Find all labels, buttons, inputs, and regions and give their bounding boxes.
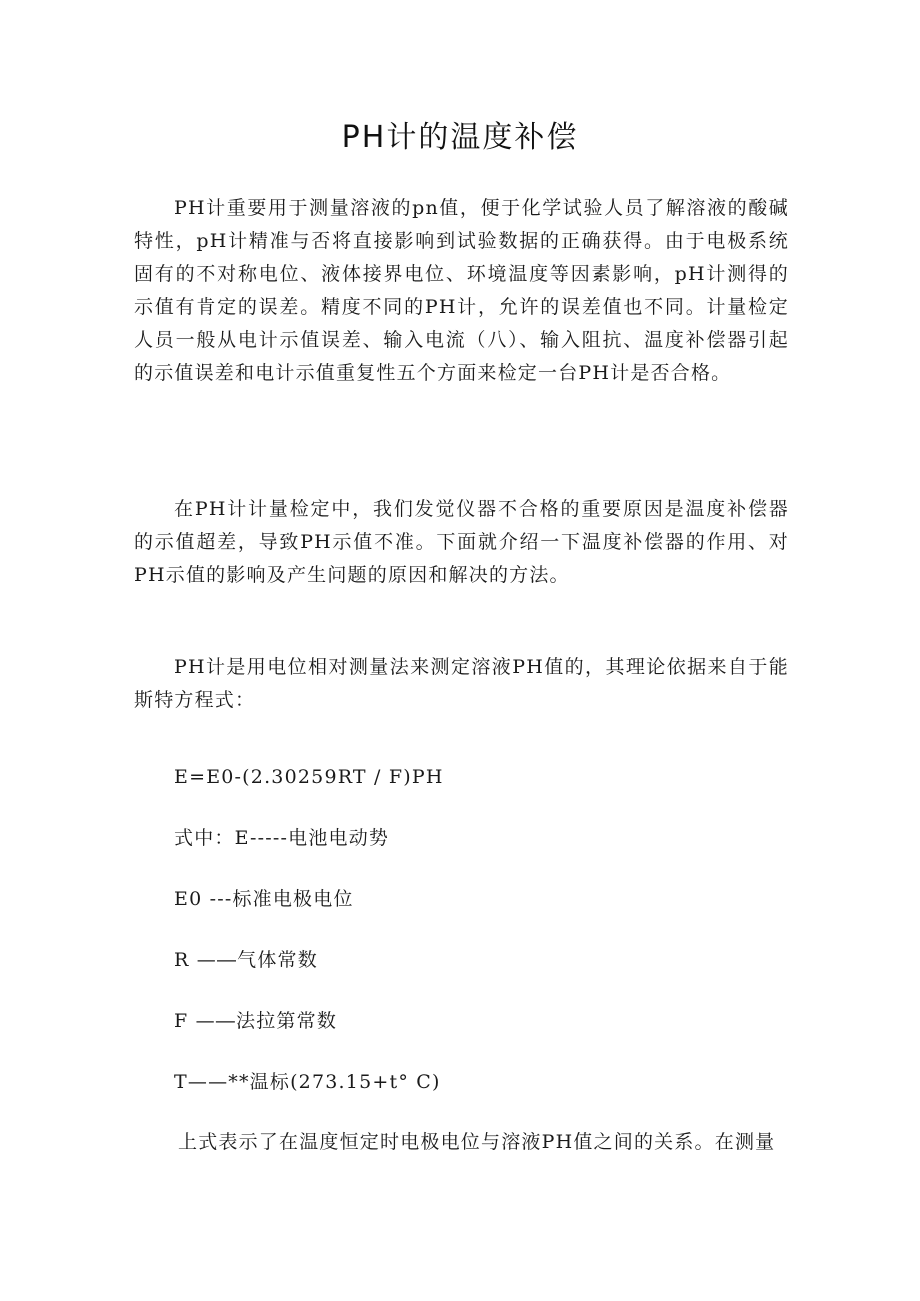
paragraph-principle: PH计是用电位相对测量法来测定溶液PH值的，其理论依据来自于能斯特方程式： bbox=[134, 656, 789, 711]
paragraph-relation: 上式表示了在温度恒定时电极电位与溶液PH值之间的关系。在测量 bbox=[178, 1131, 776, 1153]
nernst-equation: E=E0-(2.30259RT / F)PH bbox=[174, 766, 444, 788]
definition-e: 式中：E-----电池电动势 bbox=[174, 827, 390, 849]
definition-e0: E0 ---标准电极电位 bbox=[174, 888, 354, 910]
paragraph-calibration: 在PH计计量检定中，我们发觉仪器不合格的重要原因是温度补偿器的示值超差，导致PH示值不准。下面就介绍一下温度补偿器的作用、对PH示值的影响及产生问题的原因和解决的方法。 bbox=[134, 498, 789, 586]
definition-t: T——**温标(273.15+t° C) bbox=[174, 1071, 441, 1093]
definition-f: F —―法拉第常数 bbox=[174, 1010, 338, 1032]
document-title: PH计的温度补偿 bbox=[341, 120, 579, 155]
definition-r: R —―气体常数 bbox=[174, 949, 318, 971]
paragraph-intro: PH计重要用于测量溶液的pn值，便于化学试验人员了解溶液的酸碱特性，pH计精准与否将直接影响到试验数据的正确获得。由于电极系统固有的不对称电位、液体接界电位、环境温度等因素影响，pH计测得的示值有肯定的误差。精度不同的PH计，允许的误差值也不同。计量检定人员一般从电计示值误差、输入电流（八）、输入阻抗、温度补偿器引起的示值误差和电计示值重复性五个方面来检定一台PH计是否合格。 bbox=[134, 197, 789, 384]
